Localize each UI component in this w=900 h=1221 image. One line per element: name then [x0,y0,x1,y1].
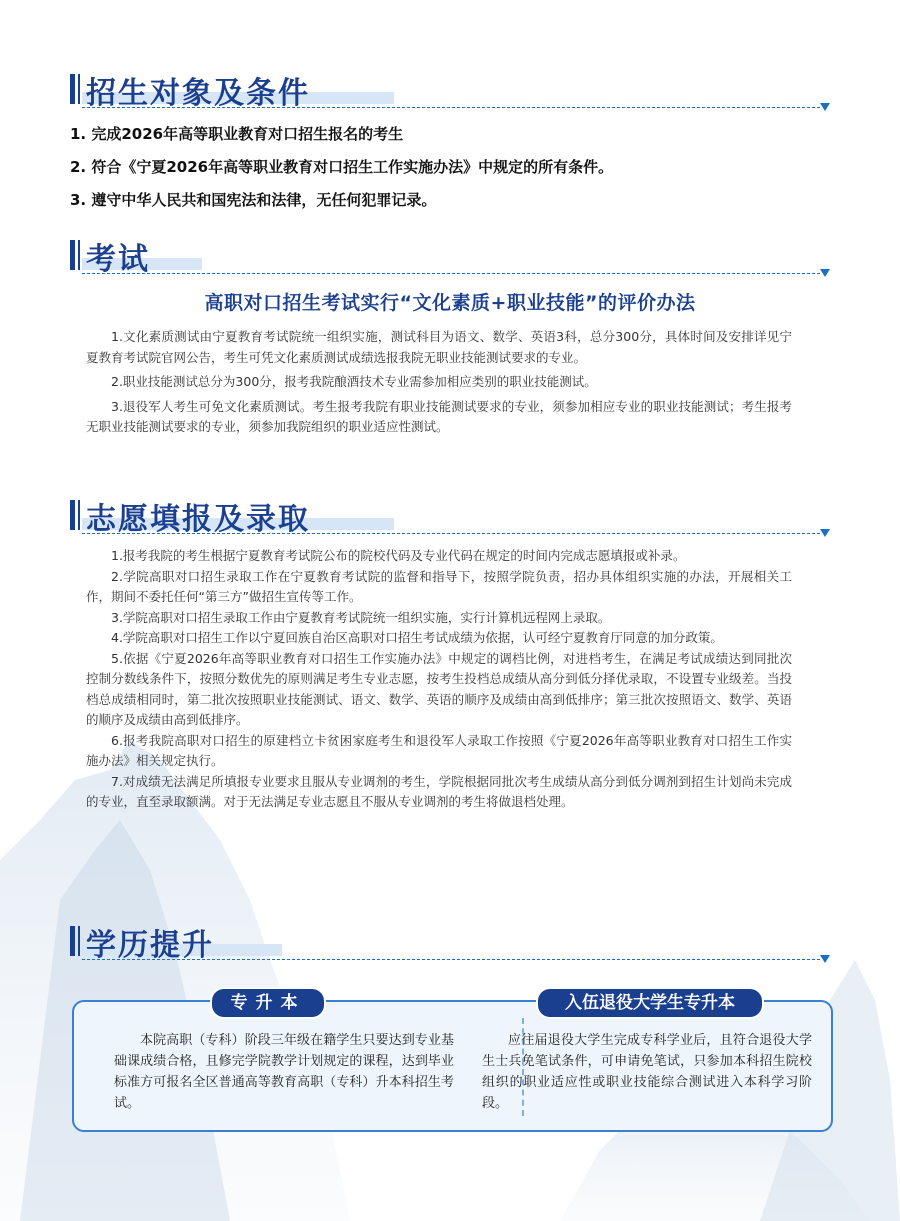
section-header-conditions [70,70,830,110]
paragraph: 2.职业技能测试总分为300分，报考我院酿酒技术专业需参加相应类别的职业技能测试。 [111,374,597,389]
paragraph: 3.学院高职对口招生录取工作由宁夏教育考试院统一组织实施，实行计算机远程网上录取。 [111,609,611,625]
conditions-list [70,118,830,217]
section-title: 招生对象及条件 [86,76,310,111]
upgrade-pill-left: 专升本 [210,987,326,1019]
upgrade-text-left: 本院高职（专科）阶段三年级在籍学生只要达到专业基础课成绩合格，且修完学院教学计划规定的课程，达到毕业标准方可报名全区普通高等教育高职（专科）升本科招生考试。 [114,1033,454,1111]
paragraph: 3.退役军人考生可免文化素质测试。考生报考我院有职业技能测试要求的专业，须参加相应专业的职业技能测试；考生报考无职业技能测试要求的专业，须参加我院组织的职业适应性测试。 [86,398,792,434]
list-item: 2. 符合《宁夏2026年高等职业教育对口招生工作实施办法》中规定的所有条件。 [70,158,614,176]
exam-subtitle: 高职对口招生考试实行“文化素质+职业技能”的评价办法 [204,292,696,314]
section-title: 考试 [86,242,150,277]
section-header-exam [70,236,830,276]
triangle-marker-icon [820,955,830,963]
section-header-admission [70,496,830,536]
upgrade-text-right: 应往届退役大学生完成专科学业后，且符合退役大学生士兵免笔试条件，可申请免笔试，只参加本科招生院校组织的职业适应性或职业技能综合测试进入本科学习阶段。 [482,1033,812,1111]
paragraph: 2.学院高职对口招生录取工作在宁夏教育考试院的监督和指导下，按照学院负责，招办具体组织实施的办法，开展相关工作，期间不委托任何“第三方”做招生宣传等工作。 [86,568,792,604]
paragraph: 5.依据《宁夏2026年高等职业教育对口招生工作实施办法》中规定的调档比例，对进档考生，在满足考试成绩达到同批次控制分数线条件下，按照分数优先的原则满足考生专业志愿，按考生投档总成绩从高分到低分择优录取，不设置专业级差。当投档总成绩相同时，第二批次按照职业技能测试、语文、数学、英语的顺序及成绩由高到低排序；第三批次按照语文、数学、英语的顺序及成绩由高到低排序。 [86,650,792,727]
admission-body [86,546,792,813]
triangle-marker-icon [820,103,830,111]
exam-body [86,327,792,438]
paragraph: 6.报考我院高职对口招生的原建档立卡贫困家庭考生和退役军人录取工作按照《宁夏2026年高等职业教育对口招生工作实施办法》相关规定执行。 [86,732,792,768]
upgrade-card [72,993,833,1132]
list-item: 1. 完成2026年高等职业教育对口招生报名的考生 [70,125,404,143]
section-title: 学历提升 [86,928,214,963]
paragraph: 4.学院高职对口招生工作以宁夏回族自治区高职对口招生考试成绩为依据，认可经宁夏教育厅同意的加分政策。 [111,630,723,645]
triangle-marker-icon [820,269,830,277]
upgrade-pill-right: 入伍退役大学生专升本 [536,987,764,1019]
section-title: 志愿填报及录取 [86,502,310,537]
section-header-upgrade [70,922,830,962]
triangle-marker-icon [820,529,830,537]
list-item: 3. 遵守中华人民共和国宪法和法律，无任何犯罪记录。 [70,191,437,209]
paragraph: 1.报考我院的考生根据宁夏教育考试院公布的院校代码及专业代码在规定的时间内完成志愿填报或补录。 [111,548,686,563]
paragraph: 1.文化素质测试由宁夏教育考试院统一组织实施，测试科目为语文、数学、英语3科，总分300分，具体时间及安排详见宁夏教育考试院官网公告，考生可凭文化素质测试成绩选报我院无职业技能测试要求的专业。 [86,329,792,365]
paragraph: 7.对成绩无法满足所填报专业要求且服从专业调剂的考生，学院根据同批次考生成绩从高分到低分调剂到招生计划尚未完成的专业，直至录取额满。对于无法满足专业志愿且不服从专业调剂的考生将做退档处理。 [86,773,792,809]
